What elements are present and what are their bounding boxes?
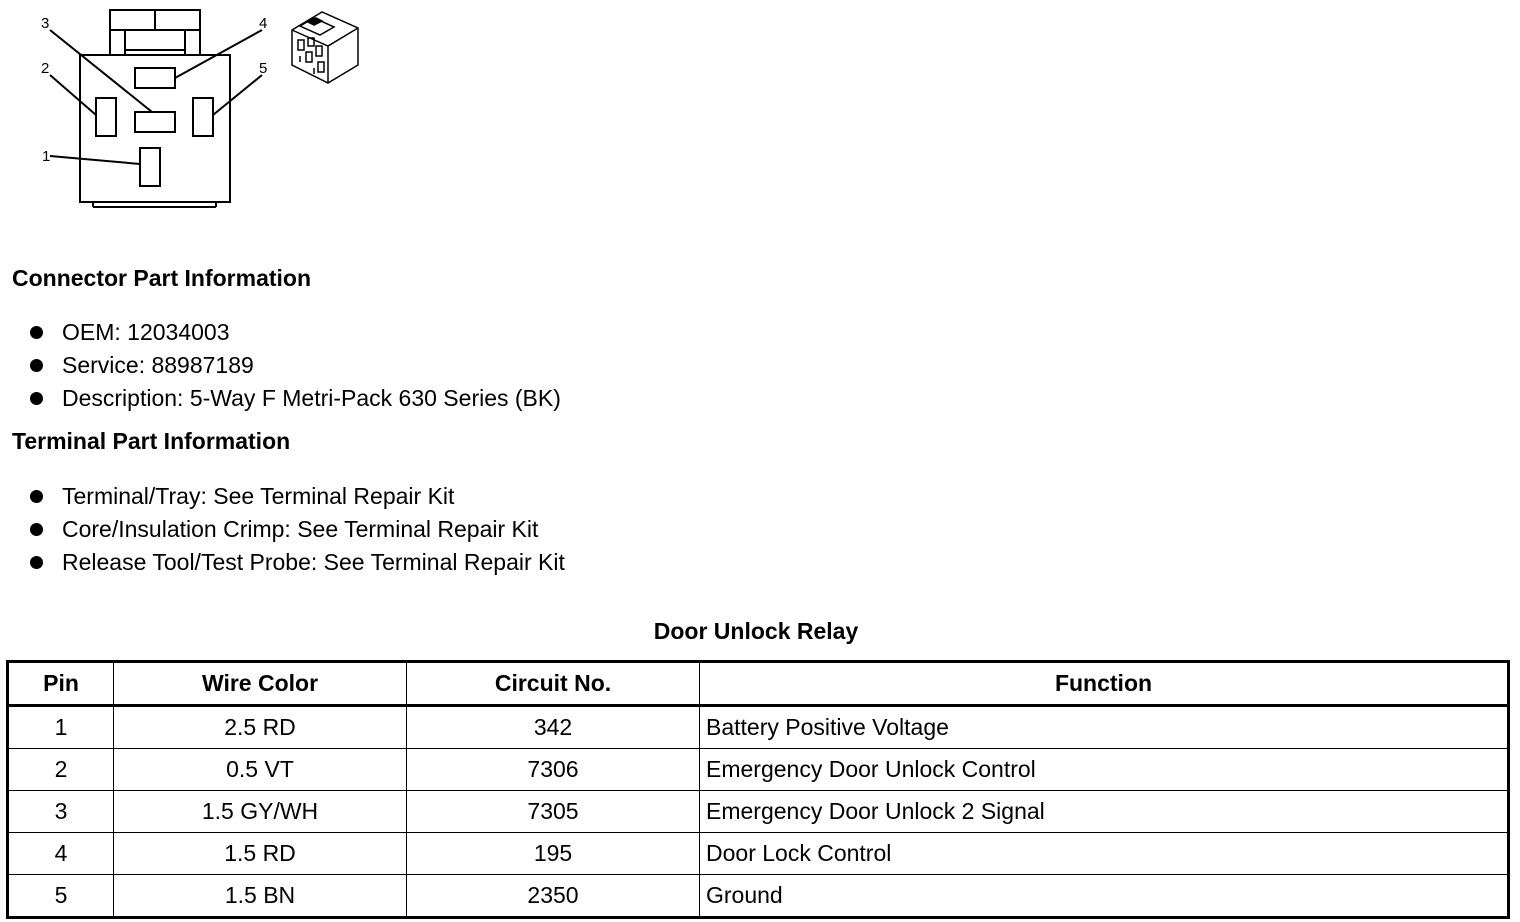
pin-cell: 2 bbox=[8, 749, 114, 791]
bullet-icon bbox=[30, 490, 43, 503]
bullet-icon bbox=[30, 392, 43, 405]
callout-4: 4 bbox=[259, 15, 268, 32]
callout-2: 2 bbox=[41, 60, 50, 77]
wire-color-cell: 1.5 RD bbox=[114, 833, 407, 875]
wire-color-cell: 1.5 BN bbox=[114, 875, 407, 918]
function-cell: Emergency Door Unlock 2 Signal bbox=[700, 791, 1509, 833]
service-number: Service: 88987189 bbox=[62, 352, 254, 378]
callout-1: 1 bbox=[42, 148, 51, 165]
cavity-1 bbox=[140, 148, 160, 186]
connector-part-list bbox=[28, 316, 561, 415]
table-row bbox=[8, 875, 1509, 918]
cavity-3 bbox=[135, 112, 175, 132]
pin-cell: 5 bbox=[8, 875, 114, 918]
header-circuit-no: Circuit No. bbox=[407, 662, 700, 706]
header-function: Function bbox=[700, 662, 1509, 706]
table-row bbox=[8, 706, 1509, 749]
wire-color-cell: 0.5 VT bbox=[114, 749, 407, 791]
function-cell: Door Lock Control bbox=[700, 833, 1509, 875]
oem-number: OEM: 12034003 bbox=[62, 319, 230, 345]
list-item bbox=[28, 546, 565, 579]
terminal-tray: Terminal/Tray: See Terminal Repair Kit bbox=[62, 483, 455, 509]
connector-part-heading: Connector Part Information bbox=[12, 265, 312, 291]
release-tool: Release Tool/Test Probe: See Terminal Repair Kit bbox=[62, 549, 565, 575]
wire-color-cell: 1.5 GY/WH bbox=[114, 791, 407, 833]
bullet-icon bbox=[30, 523, 43, 536]
connector-iso-icon bbox=[292, 12, 358, 83]
pin-cell: 1 bbox=[8, 706, 114, 749]
connector-latch bbox=[110, 10, 200, 55]
circuit-cell: 7305 bbox=[407, 791, 700, 833]
circuit-cell: 195 bbox=[407, 833, 700, 875]
table-header-row bbox=[8, 662, 1509, 706]
table-row bbox=[8, 833, 1509, 875]
terminal-part-heading: Terminal Part Information bbox=[12, 428, 291, 454]
list-item bbox=[28, 349, 561, 382]
circuit-cell: 7306 bbox=[407, 749, 700, 791]
connector-body bbox=[80, 55, 230, 202]
pin-cell: 3 bbox=[8, 791, 114, 833]
callout-3: 3 bbox=[41, 15, 50, 32]
list-item bbox=[28, 382, 561, 415]
header-wire-color: Wire Color bbox=[114, 662, 407, 706]
table-row bbox=[8, 749, 1509, 791]
bullet-icon bbox=[30, 556, 43, 569]
list-item bbox=[28, 480, 565, 513]
function-cell: Battery Positive Voltage bbox=[700, 706, 1509, 749]
cavity-4 bbox=[135, 68, 175, 88]
list-item bbox=[28, 316, 561, 349]
cavity-5 bbox=[193, 98, 213, 136]
header-pin: Pin bbox=[8, 662, 114, 706]
callout-5: 5 bbox=[259, 60, 268, 77]
connector-description: Description: 5-Way F Metri-Pack 630 Series (BK) bbox=[62, 385, 561, 411]
core-insulation-crimp: Core/Insulation Crimp: See Terminal Repair Kit bbox=[62, 516, 539, 542]
wire-color-cell: 2.5 RD bbox=[114, 706, 407, 749]
table-row bbox=[8, 791, 1509, 833]
table-title: Door Unlock Relay bbox=[653, 618, 859, 644]
function-cell: Ground bbox=[700, 875, 1509, 918]
connector-diagram bbox=[0, 0, 380, 215]
terminal-part-list bbox=[28, 480, 565, 579]
list-item bbox=[28, 513, 565, 546]
cavity-2 bbox=[96, 98, 116, 136]
circuit-cell: 342 bbox=[407, 706, 700, 749]
circuit-cell: 2350 bbox=[407, 875, 700, 918]
pin-cell: 4 bbox=[8, 833, 114, 875]
bullet-icon bbox=[30, 326, 43, 339]
function-cell: Emergency Door Unlock Control bbox=[700, 749, 1509, 791]
bullet-icon bbox=[30, 359, 43, 372]
pin-table bbox=[6, 660, 1510, 919]
